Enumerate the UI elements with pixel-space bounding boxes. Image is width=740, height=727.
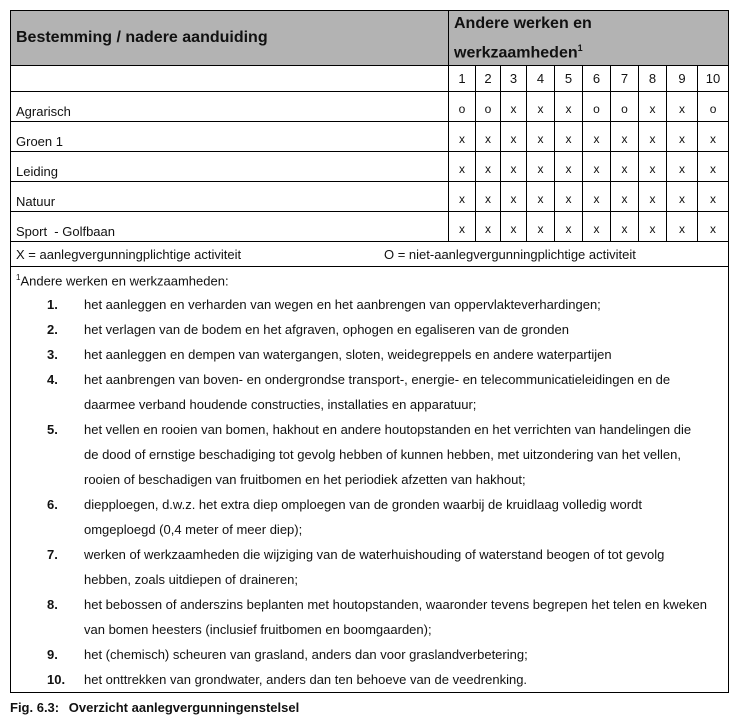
row-mark: x [501, 152, 527, 182]
row-label: Agrarisch [11, 92, 449, 122]
row-mark: x [611, 212, 639, 242]
note-text: het (chemisch) scheuren van grasland, anders dan voor graslandverbetering; [84, 646, 528, 662]
row-mark: x [527, 212, 555, 242]
row-mark: x [667, 212, 698, 242]
note-item [16, 667, 728, 692]
row-mark: x [611, 182, 639, 212]
note-text: het verlagen van de bodem en het afgraven, ophogen en egaliseren van de gronden [84, 321, 569, 337]
legend-o: O = niet-aanlegvergunningplichtige activiteit [384, 246, 636, 262]
row-mark: x [449, 182, 476, 212]
column-number: 9 [667, 66, 698, 92]
note-item [16, 542, 728, 592]
notes-title-text: Andere werken en werkzaamheden: [20, 273, 229, 289]
row-label: Sport - Golfbaan [11, 212, 449, 242]
note-item [16, 342, 728, 367]
row-label: Groen 1 [11, 122, 449, 152]
row-label: Leiding [11, 152, 449, 182]
column-number-row [11, 66, 729, 92]
permit-overview-table [10, 10, 729, 693]
note-number: 9. [47, 646, 58, 662]
row-mark: x [527, 122, 555, 152]
row-mark: x [501, 92, 527, 122]
header-right-line1: Andere werken en [454, 15, 592, 32]
note-text: het aanleggen en dempen van watergangen, sloten, weidegreppels en andere waterpartijen [84, 346, 612, 362]
note-number: 6. [47, 496, 58, 512]
row-mark: x [555, 92, 583, 122]
row-mark: o [611, 92, 639, 122]
row-mark: x [639, 92, 667, 122]
row-mark: x [667, 122, 698, 152]
note-number: 2. [47, 321, 58, 337]
row-mark: x [611, 152, 639, 182]
row-mark: x [583, 212, 611, 242]
row-mark: x [639, 182, 667, 212]
column-number: 4 [527, 66, 555, 92]
row-mark: x [639, 212, 667, 242]
note-number: 3. [47, 346, 58, 362]
row-mark: x [698, 152, 729, 182]
column-number: 1 [449, 66, 476, 92]
column-number: 2 [476, 66, 501, 92]
row-mark: x [501, 212, 527, 242]
row-label: Natuur [11, 182, 449, 212]
note-item [16, 417, 728, 492]
column-number-spacer [11, 66, 449, 92]
column-number: 6 [583, 66, 611, 92]
column-number: 3 [501, 66, 527, 92]
figure-label: Fig. 6.3: [10, 700, 60, 715]
row-mark: x [476, 182, 501, 212]
note-number: 4. [47, 371, 58, 387]
notes-row [11, 267, 729, 692]
table-row-groen-1 [11, 122, 729, 152]
row-mark: x [449, 122, 476, 152]
header-bestemming: Bestemming / nadere aanduiding [11, 11, 449, 66]
row-mark: x [476, 152, 501, 182]
header-right-line2: werkzaamheden [454, 44, 578, 62]
legend-x: X = aanlegvergunningplichtige activiteit [16, 246, 242, 262]
row-mark: x [555, 152, 583, 182]
note-text: het bebossen of anderszins beplanten met houtopstanden, waaronder tevens begrepen het telen en kweken van bomen heesters (inclusief fruitbomen en boomgaarden); [84, 596, 707, 637]
row-mark: x [501, 182, 527, 212]
row-mark: x [698, 182, 729, 212]
row-mark: x [527, 182, 555, 212]
note-number: 7. [47, 546, 58, 562]
note-text: het aanbrengen van boven- en ondergrondse transport-, energie- en telecommunicatieleidingen en de daarmee verband houdende constructies, installaties en apparatuur; [84, 371, 671, 412]
row-mark: x [555, 182, 583, 212]
row-mark: x [476, 122, 501, 152]
table-row-natuur [11, 182, 729, 212]
row-mark: x [555, 212, 583, 242]
header-row [11, 11, 729, 66]
row-mark: x [449, 152, 476, 182]
legend-cell [11, 242, 729, 267]
note-text: het onttrekken van grondwater, anders dan ten behoeve van de veedrenking. [84, 671, 528, 687]
note-number: 10. [47, 671, 66, 687]
figure-caption [10, 700, 299, 715]
column-number: 5 [555, 66, 583, 92]
note-text: diepploegen, d.w.z. het extra diep omploegen van de gronden waarbij de kruidlaag volledig wordt omgeploegd (0,4 meter of meer diep); [84, 496, 642, 537]
row-mark: x [476, 212, 501, 242]
row-mark: x [501, 122, 527, 152]
row-mark: x [611, 122, 639, 152]
table-row-sport-golfbaan [11, 212, 729, 242]
note-number: 5. [47, 421, 58, 437]
note-item [16, 592, 728, 642]
row-mark: o [583, 92, 611, 122]
column-number: 10 [698, 66, 729, 92]
note-item [16, 642, 728, 667]
row-mark: x [639, 152, 667, 182]
row-mark: x [667, 92, 698, 122]
note-number: 1. [47, 296, 58, 312]
row-mark: x [698, 122, 729, 152]
row-mark: o [449, 92, 476, 122]
figure-title: Overzicht aanlegvergunningenstelsel [68, 700, 300, 715]
footnote-mark: 1 [577, 43, 583, 53]
note-item [16, 492, 728, 542]
note-number: 8. [47, 596, 58, 612]
note-item [16, 317, 728, 342]
note-text: werken of werkzaamheden die wijziging van de waterhuishouding of waterstand beogen of tot gevolg hebben, zoals uitdiepen of draineren; [84, 546, 665, 587]
notes-title [16, 273, 728, 288]
row-mark: x [527, 92, 555, 122]
row-mark: x [449, 212, 476, 242]
row-mark: x [527, 152, 555, 182]
table-row-agrarisch [11, 92, 729, 122]
row-mark: x [667, 182, 698, 212]
row-mark: x [555, 122, 583, 152]
row-mark: x [698, 212, 729, 242]
note-item [16, 367, 728, 417]
row-mark: x [583, 152, 611, 182]
note-item [16, 292, 728, 317]
row-mark: x [583, 122, 611, 152]
column-number: 7 [611, 66, 639, 92]
note-text: het vellen en rooien van bomen, hakhout en andere houtopstanden en het verrichten van handelingen die de dood of ernstige beschadiging tot gevolg hebben of kunnen hebben, met uitzondering van het vellen, rooien of beschadigen van fruitbomen en het periodiek afzetten van hakhout; [84, 421, 692, 487]
table-row-leiding [11, 152, 729, 182]
legend-row [11, 242, 729, 267]
row-mark: o [698, 92, 729, 122]
row-mark: x [667, 152, 698, 182]
row-mark: x [583, 182, 611, 212]
row-mark: o [476, 92, 501, 122]
column-number: 8 [639, 66, 667, 92]
notes-footnote-mark: 1 [16, 273, 21, 283]
notes-cell [11, 267, 729, 692]
note-text: het aanleggen en verharden van wegen en het aanbrengen van oppervlakteverhardingen; [84, 296, 601, 312]
row-mark: x [639, 122, 667, 152]
header-andere-werken [449, 11, 729, 66]
